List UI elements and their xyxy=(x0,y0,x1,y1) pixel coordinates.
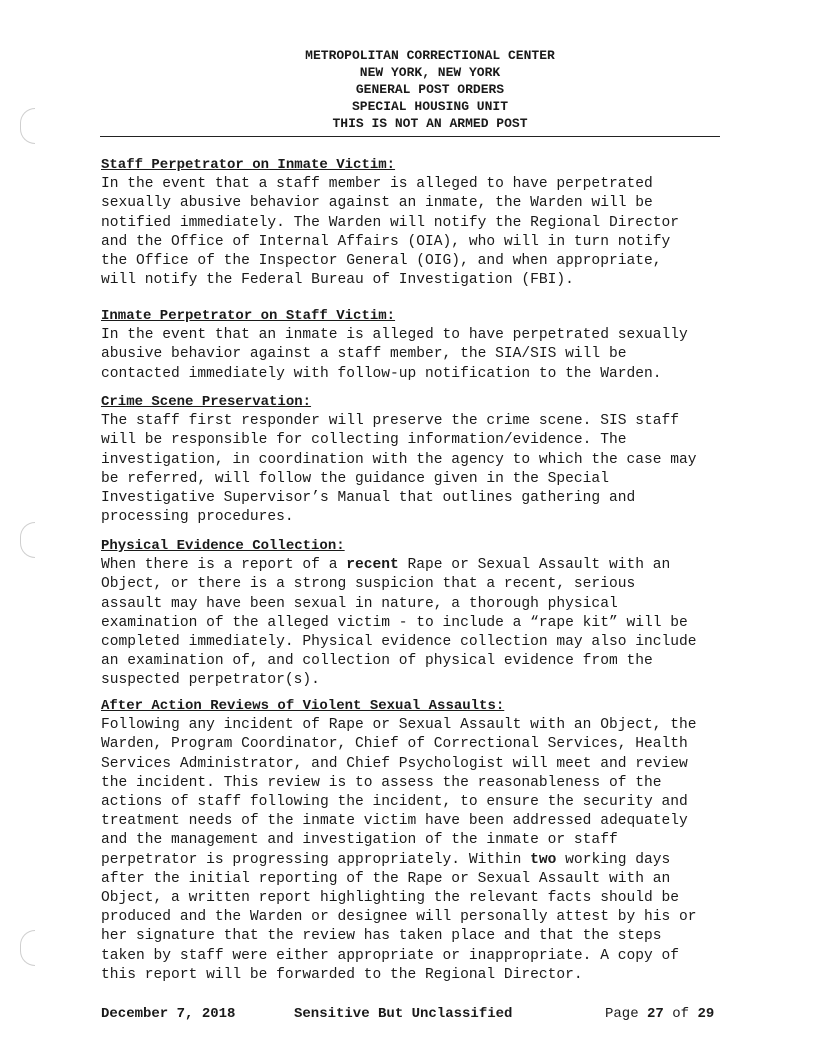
section-after-action-reviews xyxy=(101,697,766,985)
section-heading: Inmate Perpetrator on Staff Victim: xyxy=(101,308,396,324)
page-current: 27 xyxy=(647,1006,664,1022)
header-divider xyxy=(100,136,720,137)
punch-hole-mark xyxy=(20,930,35,966)
section-heading: Physical Evidence Collection: xyxy=(101,538,345,554)
emphasis-text: two xyxy=(530,851,557,868)
emphasis-text: recent xyxy=(346,557,399,574)
page-prefix: Page xyxy=(605,1006,648,1022)
footer-page-number xyxy=(605,1006,714,1022)
section-body: The staff first responder will preserve the crime scene. SIS staff will be responsible for collecting information/evidence. The investigation, in coordination with the agency to which the case may be referred, will follow the guidance given in the Special Investigative Supervisor’s Manual that outlines gathering and processing procedures. xyxy=(101,413,697,526)
section-inmate-perpetrator xyxy=(101,307,766,384)
section-crime-scene xyxy=(101,393,766,527)
section-staff-perpetrator xyxy=(101,156,766,290)
section-body xyxy=(101,716,766,985)
section-heading: Staff Perpetrator on Inmate Victim: xyxy=(101,157,396,173)
document-header xyxy=(170,47,690,132)
header-line: THIS IS NOT AN ARMED POST xyxy=(332,116,528,131)
punch-hole-mark xyxy=(20,522,35,558)
header-line: SPECIAL HOUSING UNIT xyxy=(351,99,509,114)
header-line: METROPOLITAN CORRECTIONAL CENTER xyxy=(305,48,555,63)
header-line: NEW YORK, NEW YORK xyxy=(359,65,501,80)
page-of: of xyxy=(663,1006,698,1022)
section-heading: Crime Scene Preservation: xyxy=(101,394,312,410)
section-body: In the event that an inmate is alleged to have perpetrated sexually abusive behavior against a staff member, the SIA/SIS will be contacted immediately with follow-up notification to the Warden. xyxy=(101,327,688,382)
section-heading: After Action Reviews of Violent Sexual Assaults: xyxy=(101,698,505,714)
body-text: Following any incident of Rape or Sexual Assault with an Object, the Warden, Program Coordinator, Chief of Correctional Services, Health Services Administrator, and Chief Psychologist will meet and review the incident. This review is to assess the reasonableness of the actions of staff following the incident, to ensure the security and treatment needs of the inmate victim have been addressed adequately and the management and investigation of the inmate or staff perpetrator is progressing appropriately. Within xyxy=(101,717,697,868)
body-text: Rape or Sexual Assault with an Object, or there is a strong suspicion that a recent, serious assault may have been sexual in nature, a thorough physical examination of the alleged victim - to include a “rape kit” will be completed immediately. Physical evidence collection may also include an examination of, and collection of physical evidence from the suspected perpetrator(s). xyxy=(101,557,697,689)
body-text: When there is a report of a xyxy=(101,557,347,574)
footer-date: December 7, 2018 xyxy=(101,1006,236,1022)
section-body: In the event that a staff member is alleged to have perpetrated sexually abusive behavior against an inmate, the Warden will be notified immediately. The Warden will notify the Regional Director and the Office of Internal Affairs (OIA), who will in turn notify the Office of the Inspector General (OIG), and when appropriate, will notify the Federal Bureau of Investigation (FBI). xyxy=(101,176,680,289)
body-text: working days after the initial reporting of the Rape or Sexual Assault with an Object, a written report highlighting the relevant facts should be produced and the Warden or designee will personally attest by his or her signature that the review has taken place and that the steps taken by staff were either appropriate or inappropriate. A copy of this report will be forwarded to the Regional Director. xyxy=(101,851,697,983)
section-physical-evidence xyxy=(101,537,766,691)
section-body xyxy=(101,556,766,690)
footer-classification: Sensitive But Unclassified xyxy=(294,1006,513,1022)
header-line: GENERAL POST ORDERS xyxy=(355,82,505,97)
page-total: 29 xyxy=(697,1006,715,1022)
punch-hole-mark xyxy=(20,108,35,144)
